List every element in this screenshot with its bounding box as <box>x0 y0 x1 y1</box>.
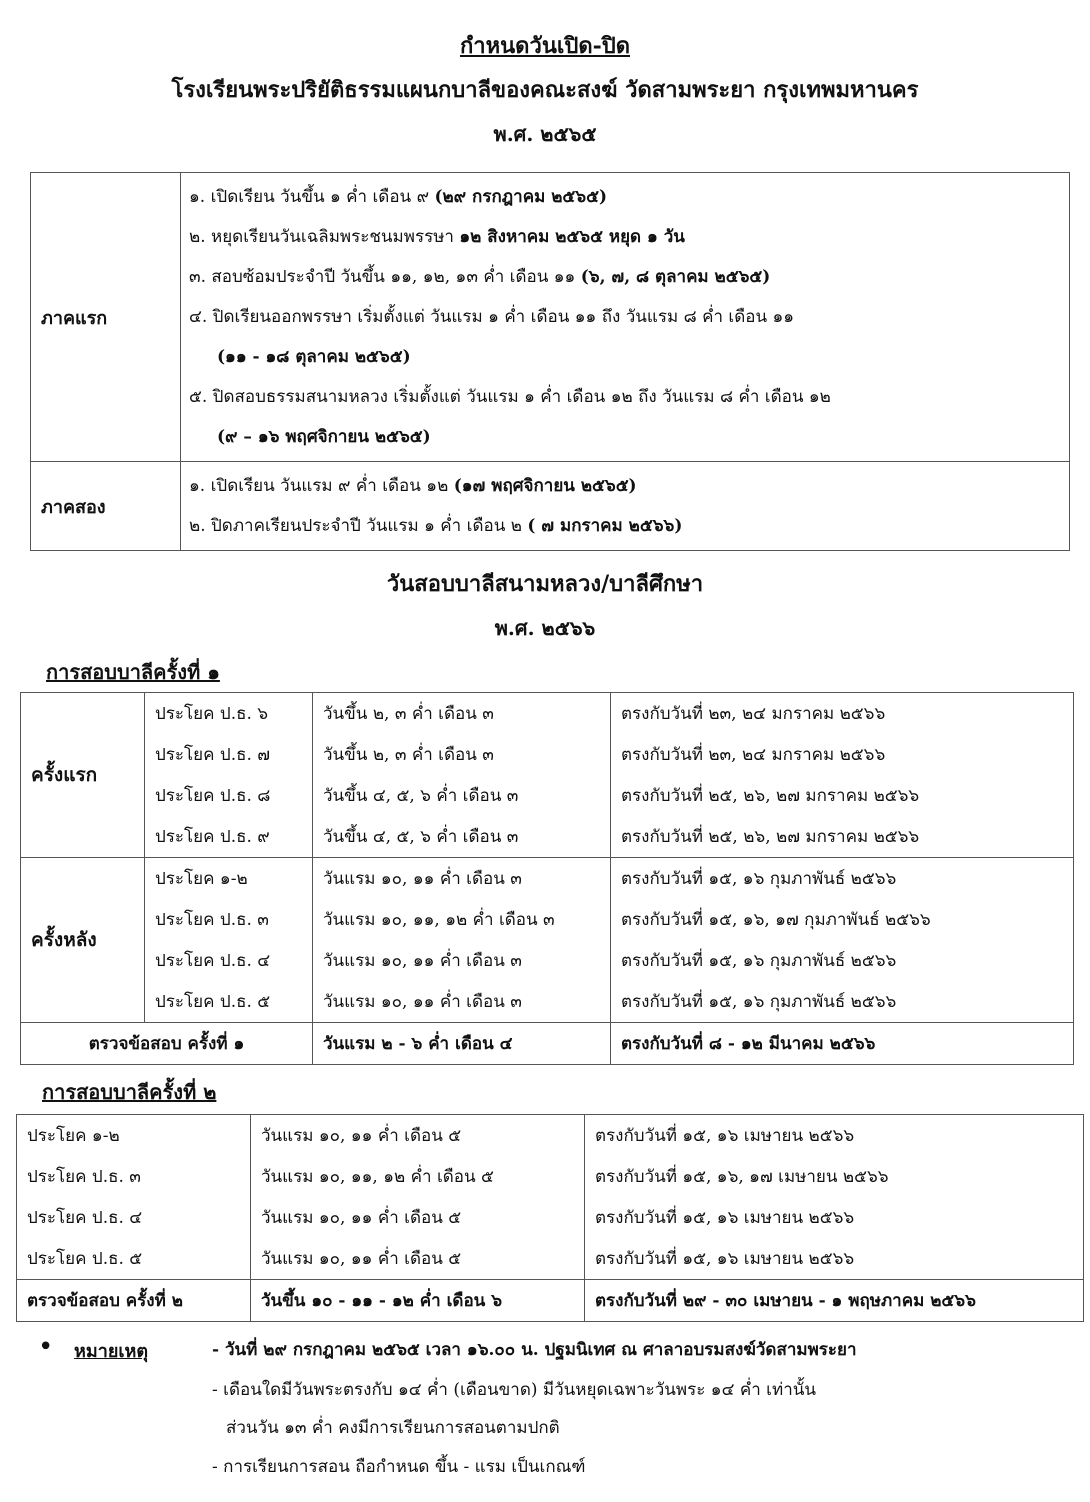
solar-date-cell: ตรงกับวันที่ ๑๕, ๑๖ กุมภาพันธ์ ๒๕๖๖ <box>611 981 1074 1023</box>
level-cell: ประโยค ป.ธ. ๖ <box>145 693 313 735</box>
school-name: โรงเรียนพระปริยัติธรรมแผนกบาลีของคณะสงฆ์ วัดสามพระยา กรุงเทพมหานคร <box>171 77 919 103</box>
note-item: - การเรียนการสอน ถือกำหนด ขึ้น - แรม เป็นเกณฑ์ <box>212 1457 586 1477</box>
group-label-second: ครั้งหลัง <box>21 858 145 1023</box>
level-cell: ประโยค ๑-๒ <box>17 1115 251 1157</box>
table-row <box>21 816 1074 858</box>
semester1-label: ภาคแรก <box>31 173 181 462</box>
summary-solar-date: ตรงกับวันที่ ๒๙ - ๓๐ เมษายน - ๑ พฤษภาคม ๒๕๖๖ <box>585 1280 1084 1322</box>
semester1-line: (๑๑ - ๑๘ ตุลาคม ๒๕๖๕) <box>217 347 411 367</box>
level-cell: ประโยค ป.ธ. ๓ <box>17 1156 251 1197</box>
summary-lunar-date: วันขึ้น ๑๐ - ๑๑ - ๑๒ ค่ำ เดือน ๖ <box>251 1280 585 1322</box>
table-row <box>17 1238 1084 1280</box>
table-row <box>17 1115 1084 1157</box>
group-label-first: ครั้งแรก <box>21 693 145 858</box>
solar-date-cell: ตรงกับวันที่ ๑๕, ๑๖ เมษายน ๒๕๖๖ <box>585 1197 1084 1238</box>
solar-date-cell: ตรงกับวันที่ ๑๕, ๑๖ เมษายน ๒๕๖๖ <box>585 1238 1084 1280</box>
semester2-body <box>181 462 1070 551</box>
semester1-row <box>31 173 1070 462</box>
lunar-date-cell: วันแรม ๑๐, ๑๑ ค่ำ เดือน ๕ <box>251 1238 585 1280</box>
level-cell: ประโยค ป.ธ. ๕ <box>17 1238 251 1280</box>
semester1-line: ๑. เปิดเรียน วันขึ้น ๑ ค่ำ เดือน ๙ (๒๙ กรกฎาคม ๒๕๖๕) <box>189 187 608 207</box>
summary-solar-date: ตรงกับวันที่ ๘ - ๑๒ มีนาคม ๒๕๖๖ <box>611 1023 1074 1065</box>
solar-date-cell: ตรงกับวันที่ ๒๕, ๒๖, ๒๗ มกราคม ๒๕๖๖ <box>611 816 1074 858</box>
note-item: - วันที่ ๒๙ กรกฎาคม ๒๕๖๕ เวลา ๑๖.๐๐ น. ปฐมนิเทศ ณ ศาลาอบรมสงฆ์วัดสามพระยา <box>212 1340 857 1360</box>
note-item: - เดือนใดมีวันพระตรงกับ ๑๔ ค่ำ (เดือนขาด) มีวันหยุดเฉพาะวันพระ ๑๔ ค่ำ เท่านั้น <box>212 1380 816 1400</box>
bullet-icon: • <box>38 1332 54 1362</box>
semester1-body <box>181 173 1070 462</box>
lunar-date-cell: วันแรม ๑๐, ๑๑ ค่ำ เดือน ๓ <box>313 858 611 900</box>
table-row <box>17 1156 1084 1197</box>
lunar-date-cell: วันขึ้น ๔, ๕, ๖ ค่ำ เดือน ๓ <box>313 816 611 858</box>
table-row <box>21 981 1074 1023</box>
level-cell: ประโยค ป.ธ. ๗ <box>145 734 313 775</box>
exam1-heading: การสอบบาลีครั้งที่ ๑ <box>46 660 220 684</box>
solar-date-cell: ตรงกับวันที่ ๒๕, ๒๖, ๒๗ มกราคม ๒๕๖๖ <box>611 775 1074 816</box>
year-2566: พ.ศ. ๒๕๖๖ <box>494 616 596 640</box>
solar-date-cell: ตรงกับวันที่ ๒๓, ๒๔ มกราคม ๒๕๖๖ <box>611 693 1074 735</box>
solar-date-cell: ตรงกับวันที่ ๑๕, ๑๖, ๑๗ เมษายน ๒๕๖๖ <box>585 1156 1084 1197</box>
level-cell: ประโยค ๑-๒ <box>145 858 313 900</box>
table-row <box>21 775 1074 816</box>
lunar-date-cell: วันแรม ๑๐, ๑๑ ค่ำ เดือน ๕ <box>251 1115 585 1157</box>
page-title: กำหนดวันเปิด-ปิด <box>459 33 631 59</box>
level-cell: ประโยค ป.ธ. ๔ <box>145 940 313 981</box>
semester2-line: ๑. เปิดเรียน วันแรม ๙ ค่ำ เดือน ๑๒ (๑๗ พฤศจิกายน ๒๕๖๕) <box>189 476 637 496</box>
semester2-line: ๒. ปิดภาคเรียนประจำปี วันแรม ๑ ค่ำ เดือน ๒ ( ๗ มกราคม ๒๕๖๖) <box>189 516 683 536</box>
lunar-date-cell: วันแรม ๑๐, ๑๑ ค่ำ เดือน ๕ <box>251 1197 585 1238</box>
lunar-date-cell: วันแรม ๑๐, ๑๑ ค่ำ เดือน ๓ <box>313 981 611 1023</box>
exam-section-title: วันสอบบาลีสนามหลวง/บาลีศึกษา <box>386 571 704 597</box>
exam2-table <box>16 1114 1084 1322</box>
level-cell: ประโยค ป.ธ. ๙ <box>145 816 313 858</box>
level-cell: ประโยค ป.ธ. ๓ <box>145 899 313 940</box>
table-row <box>21 693 1074 735</box>
year-2565: พ.ศ. ๒๕๖๕ <box>493 122 597 146</box>
solar-date-cell: ตรงกับวันที่ ๑๕, ๑๖, ๑๗ กุมภาพันธ์ ๒๕๖๖ <box>611 899 1074 940</box>
summary-lunar-date: วันแรม ๒ - ๖ ค่ำ เดือน ๔ <box>313 1023 611 1065</box>
lunar-date-cell: วันขึ้น ๒, ๓ ค่ำ เดือน ๓ <box>313 734 611 775</box>
level-cell: ประโยค ป.ธ. ๕ <box>145 981 313 1023</box>
semester1-line: (๙ – ๑๖ พฤศจิกายน ๒๕๖๕) <box>217 427 431 447</box>
notes-label: หมายเหตุ <box>74 1341 149 1362</box>
lunar-date-cell: วันขึ้น ๔, ๕, ๖ ค่ำ เดือน ๓ <box>313 775 611 816</box>
solar-date-cell: ตรงกับวันที่ ๒๓, ๒๔ มกราคม ๒๕๖๖ <box>611 734 1074 775</box>
table-row <box>21 899 1074 940</box>
semester1-line: ๕. ปิดสอบธรรมสนามหลวง เริ่มตั้งแต่ วันแรม ๑ ค่ำ เดือน ๑๒ ถึง วันแรม ๘ ค่ำ เดือน ๑๒ <box>189 387 831 407</box>
lunar-date-cell: วันขึ้น ๒, ๓ ค่ำ เดือน ๓ <box>313 693 611 735</box>
table-row <box>17 1197 1084 1238</box>
level-cell: ประโยค ป.ธ. ๔ <box>17 1197 251 1238</box>
exam2-heading: การสอบบาลีครั้งที่ ๒ <box>42 1080 217 1104</box>
table-row <box>21 858 1074 900</box>
semester1-line: ๔. ปิดเรียนออกพรรษา เริ่มตั้งแต่ วันแรม ๑ ค่ำ เดือน ๑๑ ถึง วันแรม ๘ ค่ำ เดือน ๑๑ <box>189 307 795 327</box>
exam1-table <box>20 692 1074 1065</box>
level-cell: ประโยค ป.ธ. ๘ <box>145 775 313 816</box>
lunar-date-cell: วันแรม ๑๐, ๑๑ ค่ำ เดือน ๓ <box>313 940 611 981</box>
solar-date-cell: ตรงกับวันที่ ๑๕, ๑๖ กุมภาพันธ์ ๒๕๖๖ <box>611 858 1074 900</box>
summary-row <box>21 1023 1074 1065</box>
semester2-row <box>31 462 1070 551</box>
table-row <box>21 940 1074 981</box>
solar-date-cell: ตรงกับวันที่ ๑๕, ๑๖ กุมภาพันธ์ ๒๕๖๖ <box>611 940 1074 981</box>
lunar-date-cell: วันแรม ๑๐, ๑๑, ๑๒ ค่ำ เดือน ๕ <box>251 1156 585 1197</box>
semester1-line: ๒. หยุดเรียนวันเฉลิมพระชนมพรรษา ๑๒ สิงหาคม ๒๕๖๕ หยุด ๑ วัน <box>189 227 685 247</box>
note-item: ส่วนวัน ๑๓ ค่ำ คงมีการเรียนการสอนตามปกติ <box>226 1418 560 1438</box>
semester1-line: ๓. สอบซ้อมประจำปี วันขึ้น ๑๑, ๑๒, ๑๓ ค่ำ เดือน ๑๑ (๖, ๗, ๘ ตุลาคม ๒๕๖๕) <box>189 267 771 287</box>
summary-row <box>17 1280 1084 1322</box>
semester2-label: ภาคสอง <box>31 462 181 551</box>
solar-date-cell: ตรงกับวันที่ ๑๕, ๑๖ เมษายน ๒๕๖๖ <box>585 1115 1084 1157</box>
summary-label: ตรวจข้อสอบ ครั้งที่ ๒ <box>17 1280 251 1322</box>
lunar-date-cell: วันแรม ๑๐, ๑๑, ๑๒ ค่ำ เดือน ๓ <box>313 899 611 940</box>
semester-table <box>30 172 1070 551</box>
summary-label: ตรวจข้อสอบ ครั้งที่ ๑ <box>21 1023 313 1065</box>
table-row <box>21 734 1074 775</box>
